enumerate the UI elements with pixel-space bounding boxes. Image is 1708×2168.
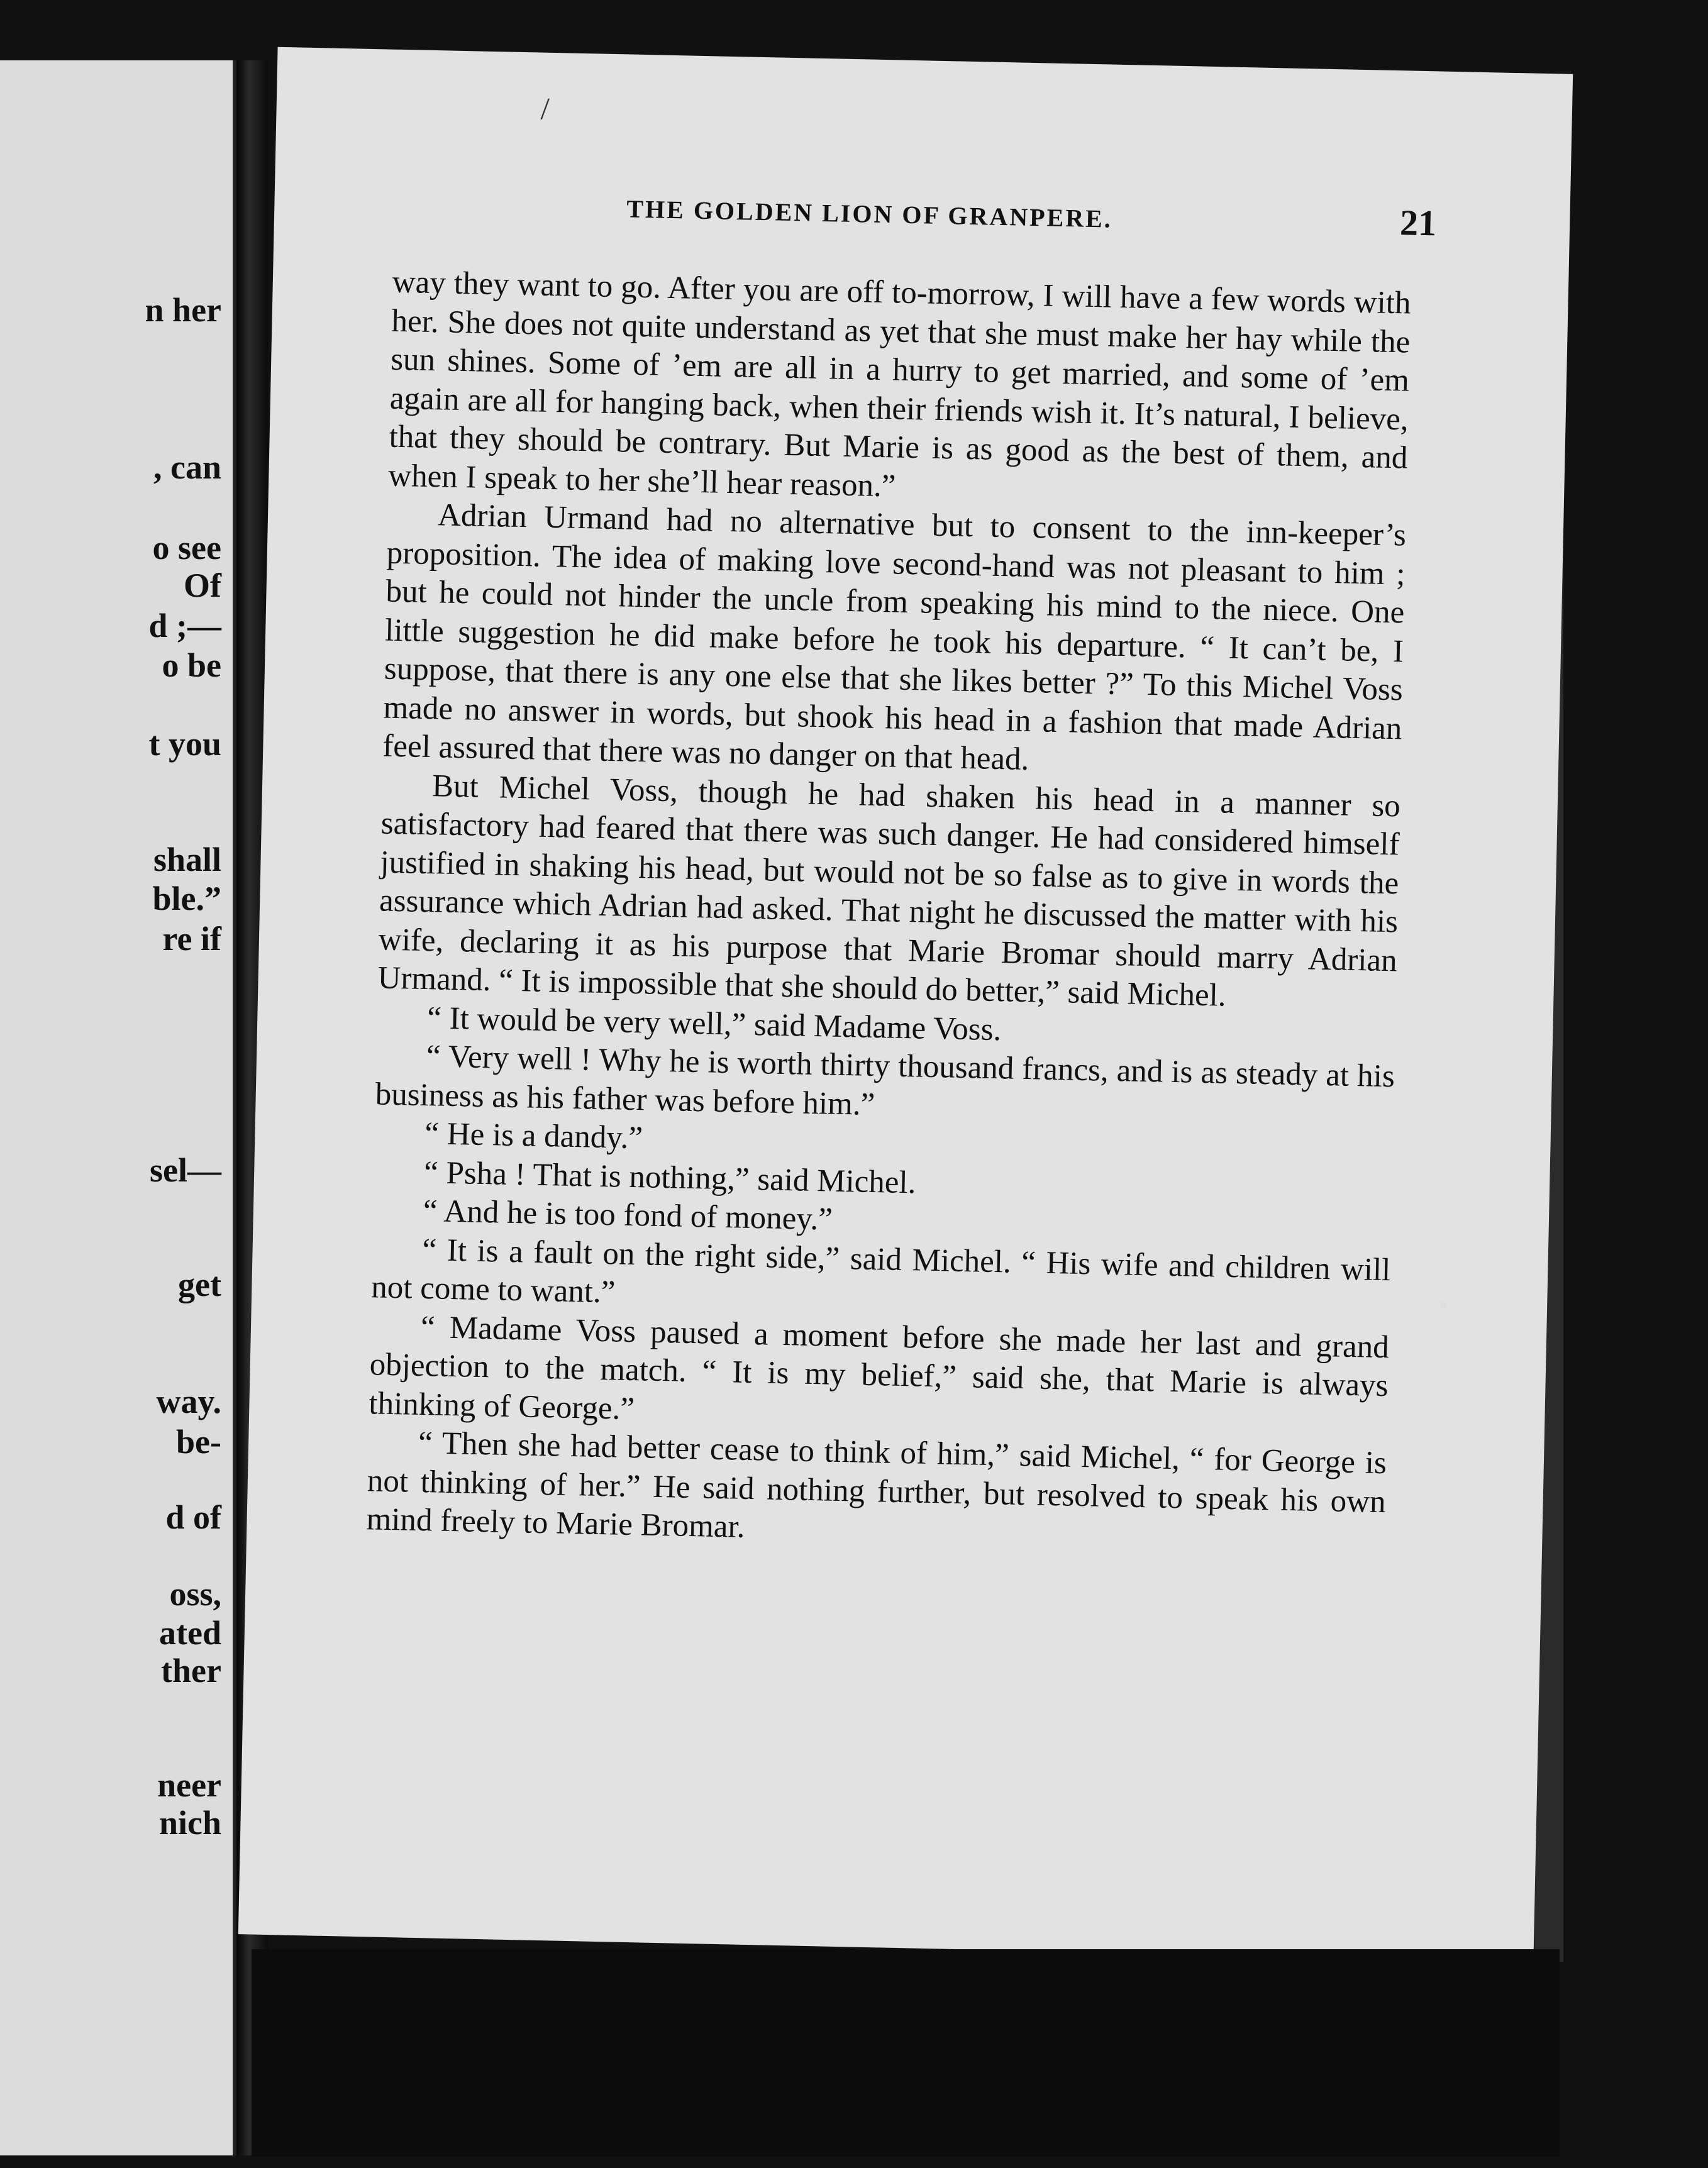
scan-speck <box>1440 1302 1446 1308</box>
paragraph: “ Madame Voss paused a moment before she made her last and grand objection to the match. “ It is my belief,” said she, that Marie is always thinking of George.” <box>368 1309 1390 1427</box>
left-page-fragment: Of <box>184 567 221 604</box>
left-page-fragment: way. <box>156 1383 221 1420</box>
paragraph: “ He is a dandy.” <box>424 1116 643 1156</box>
paragraph: way they want to go. After you are off to-morrow, I will have a few words with her. She does not quite understand as yet that she must make her hay while the sun shines. Some of ’em are all in a hurry to get married, and some of ’em again are all for hanging back, when their friends wish it. It’s natural, I believe, that they should be contrary. But Marie is as good as the best of them, and when I speak to her she’ll hear reason.” <box>387 264 1412 504</box>
left-page-fragment: get <box>178 1266 221 1303</box>
left-page-fragment: ther <box>161 1652 221 1690</box>
paragraph: “ And he is too fond of money.” <box>423 1193 833 1237</box>
stray-pencil-mark: / <box>540 91 550 126</box>
paragraph: “ It would be very well,” said Madame Voss. <box>426 1000 1002 1048</box>
left-page <box>0 60 236 2155</box>
book-page <box>238 47 1573 1961</box>
paragraph: “ Very well ! Why he is worth thirty thousand francs, and is as steady at his business as his father was before him.” <box>375 1039 1395 1122</box>
paragraph: “ It is a fault on the right side,” said Michel. “ His wife and children will not come to want.” <box>370 1232 1391 1310</box>
left-page-fragment: re if <box>162 920 221 958</box>
left-page-fragment: sel— <box>150 1151 221 1189</box>
left-page-fragment: oss, <box>169 1575 221 1613</box>
left-page-fragment: ated <box>159 1614 221 1652</box>
page-number: 21 <box>1399 202 1437 244</box>
left-page-fragment: o see <box>152 529 221 567</box>
left-page-fragment: , can <box>153 448 221 486</box>
left-page-fragment: t you <box>148 725 221 763</box>
scan-speck <box>88 1698 94 1704</box>
running-head: THE GOLDEN LION OF GRANPERE. <box>626 194 1113 233</box>
paragraph: “ Then she had better cease to think of him,” said Michel, “ for George is not thinking of her.” He said nothing further, but resolved to speak his own mind freely to Marie Bromar. <box>366 1425 1387 1545</box>
left-page-fragment: shall <box>153 841 221 878</box>
left-page-fragment: o be <box>162 646 221 684</box>
paragraph: Adrian Urmand had no alternative but to consent to the inn-keeper’s proposition. The idea of making love second-hand was not pleasant to him ; but he could not hinder the uncle from speaking his mind to the niece. One little suggestion he did make before he took his departure. “ It can’t be, I suppose, that there is any one else that she likes better ?” To this Michel Voss made no answer in words, but shook his head in a fashion that made Adrian feel assured that there was no danger on that head. <box>382 497 1407 778</box>
paragraph: “ Psha ! That is nothing,” said Michel. <box>423 1154 917 1200</box>
page-bottom-shadow <box>252 1949 1560 2157</box>
left-page-fragment: n her <box>145 291 221 329</box>
left-page-fragment: be- <box>176 1423 221 1461</box>
left-page-fragment: nich <box>158 1804 221 1842</box>
left-page-fragment: d ;— <box>148 607 221 644</box>
left-page-fragment: neer <box>157 1766 221 1804</box>
left-page-fragment: d of <box>165 1498 221 1536</box>
paragraph: But Michel Voss, though he had shaken his head in a manner so satisfactory had feared that there was such danger. He had considered himself justified in shaking his head, but would not be so false as to give in words the assurance which Adrian had asked. That night he discussed the matter with his wife, declaring it as his purpose that Marie Bromar should marry Adrian Urmand. “ It is impossible that she should do better,” said Michel. <box>377 768 1401 1014</box>
left-page-fragment: ble.” <box>152 880 221 917</box>
body-text <box>366 263 1411 1561</box>
